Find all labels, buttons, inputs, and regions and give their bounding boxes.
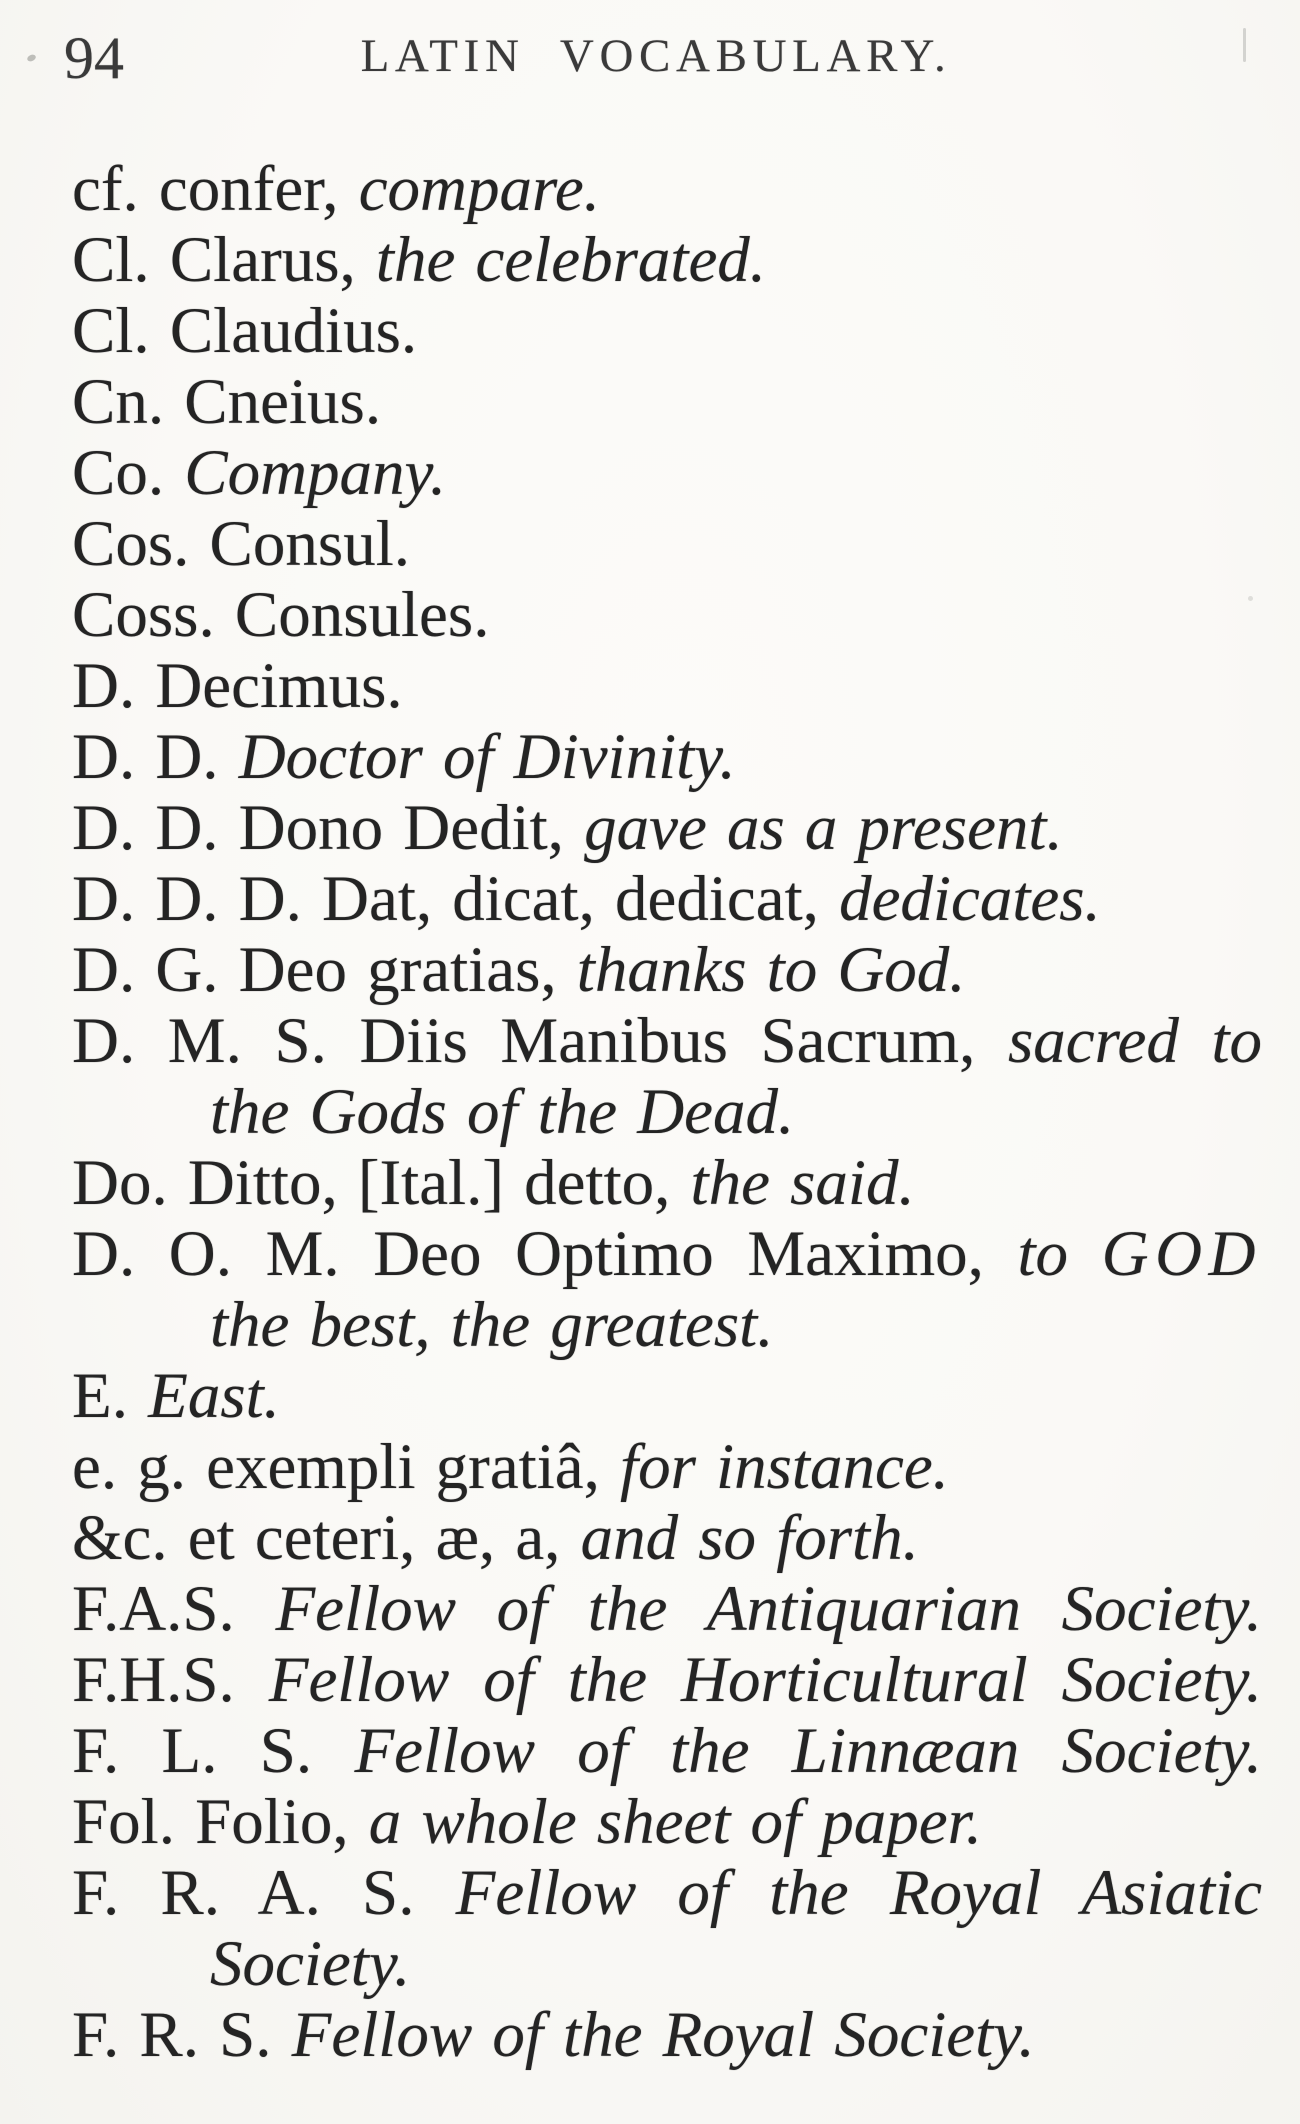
vocab-line [72,367,1262,438]
vocab-line [72,1858,1262,1929]
vocab-line [72,1006,1262,1077]
text-segment-italic: Fellow of the Linnæan Society. [354,1715,1262,1787]
text-segment-roman: D. O. M. Deo Optimo Maximo, [72,1218,1018,1290]
vocab-line [72,1787,1262,1858]
vocab-line [72,1432,1262,1503]
text-segment-roman: D. D. Dono Dedit, [72,792,585,864]
text-segment-italic: sacred to [1007,1005,1262,1077]
vocab-line [72,225,1262,296]
vocab-line [72,722,1262,793]
text-segment-roman: D. G. Deo gratias, [72,934,577,1006]
text-segment-italic: for instance. [620,1431,949,1503]
text-segment-roman: F.A.S. [72,1573,276,1645]
text-segment-roman: Cl. Clarus, [72,224,376,296]
text-segment-roman: E. [72,1360,149,1432]
vocab-line-continuation [72,1077,1262,1148]
text-segment-roman: D. M. S. Diis Manibus Sacrum, [72,1005,1008,1077]
text-segment-italic: the Gods of the Dead. [210,1076,795,1148]
vocab-line [72,154,1262,225]
scan-edge-mark [1243,28,1246,62]
text-segment-roman: D. D. D. Dat, dicat, dedicat, [72,863,840,935]
running-title: LATIN VOCABULARY. [360,30,952,82]
text-segment-italic: Company. [184,437,447,509]
text-segment-italic: Fellow of the Horticultural Society. [268,1644,1263,1716]
text-segment-italic: a whole sheet of paper. [368,1786,982,1858]
text-segment-roman: Cl. Claudius. [72,295,418,367]
vocab-line [72,1574,1262,1645]
text-segment-roman: F.H.S. [72,1644,269,1716]
text-segment-italic: Society. [210,1928,411,2000]
text-segment-roman: F. R. S. [72,1999,292,2071]
text-segment-roman: D. D. [72,721,239,793]
vocab-line [72,1503,1262,1574]
text-segment-roman: F. R. A. S. [72,1857,456,1929]
text-segment-roman: cf. confer, [72,153,359,225]
vocab-line [72,1361,1262,1432]
vocab-line-continuation [72,1929,1262,2000]
text-segment-italic: thanks to God. [576,934,966,1006]
text-segment-italic: Fellow of the Antiquarian Society. [275,1573,1262,1645]
scan-speck [26,53,37,62]
vocab-line [72,1645,1262,1716]
text-segment-roman: F. L. S. [72,1715,355,1787]
text-segment-roman: &c. et ceteri, æ, a, [72,1502,581,1574]
text-segment-italic: the said. [690,1147,915,1219]
vocab-line [72,1716,1262,1787]
vocab-line [72,296,1262,367]
vocab-line [72,580,1262,651]
vocab-line [72,1219,1262,1290]
text-segment-roman: Cos. Consul. [72,508,411,580]
text-segment-roman: Fol. Folio, [72,1786,369,1858]
text-segment-italic-caps: GOD [1101,1218,1262,1290]
text-segment-italic: Doctor of Divinity. [238,721,736,793]
text-segment-roman: Co. [72,437,185,509]
text-segment-italic: to [1017,1218,1102,1290]
vocab-line [72,438,1262,509]
text-segment-italic: Fellow of the Royal Society. [291,1999,1035,2071]
text-segment-roman: Coss. Consules. [72,579,490,651]
vocab-line [72,509,1262,580]
text-segment-roman: Cn. Cneius. [72,366,382,438]
text-segment-italic: East. [148,1360,280,1432]
text-segment-italic: gave as a present. [584,792,1063,864]
vocab-line [72,2000,1262,2071]
text-segment-roman: D. Decimus. [72,650,403,722]
text-segment-italic: compare. [358,153,600,225]
vocab-list [72,154,1262,2071]
vocab-line [72,793,1262,864]
vocab-line [72,935,1262,1006]
text-segment-italic: and so forth. [580,1502,919,1574]
vocab-line [72,1148,1262,1219]
text-segment-roman: e. g. exempli gratiâ, [72,1431,621,1503]
text-segment-italic: Fellow of the Royal Asiatic [455,1857,1262,1929]
page-number: 94 [64,25,124,91]
text-segment-italic: the best, the greatest. [210,1289,774,1361]
vocab-line [72,864,1262,935]
vocab-line-continuation [72,1290,1262,1361]
text-segment-italic: dedicates. [839,863,1101,935]
text-segment-roman: Do. Ditto, [Ital.] detto, [72,1147,691,1219]
text-segment-italic: the celebrated. [375,224,767,296]
vocab-line [72,651,1262,722]
